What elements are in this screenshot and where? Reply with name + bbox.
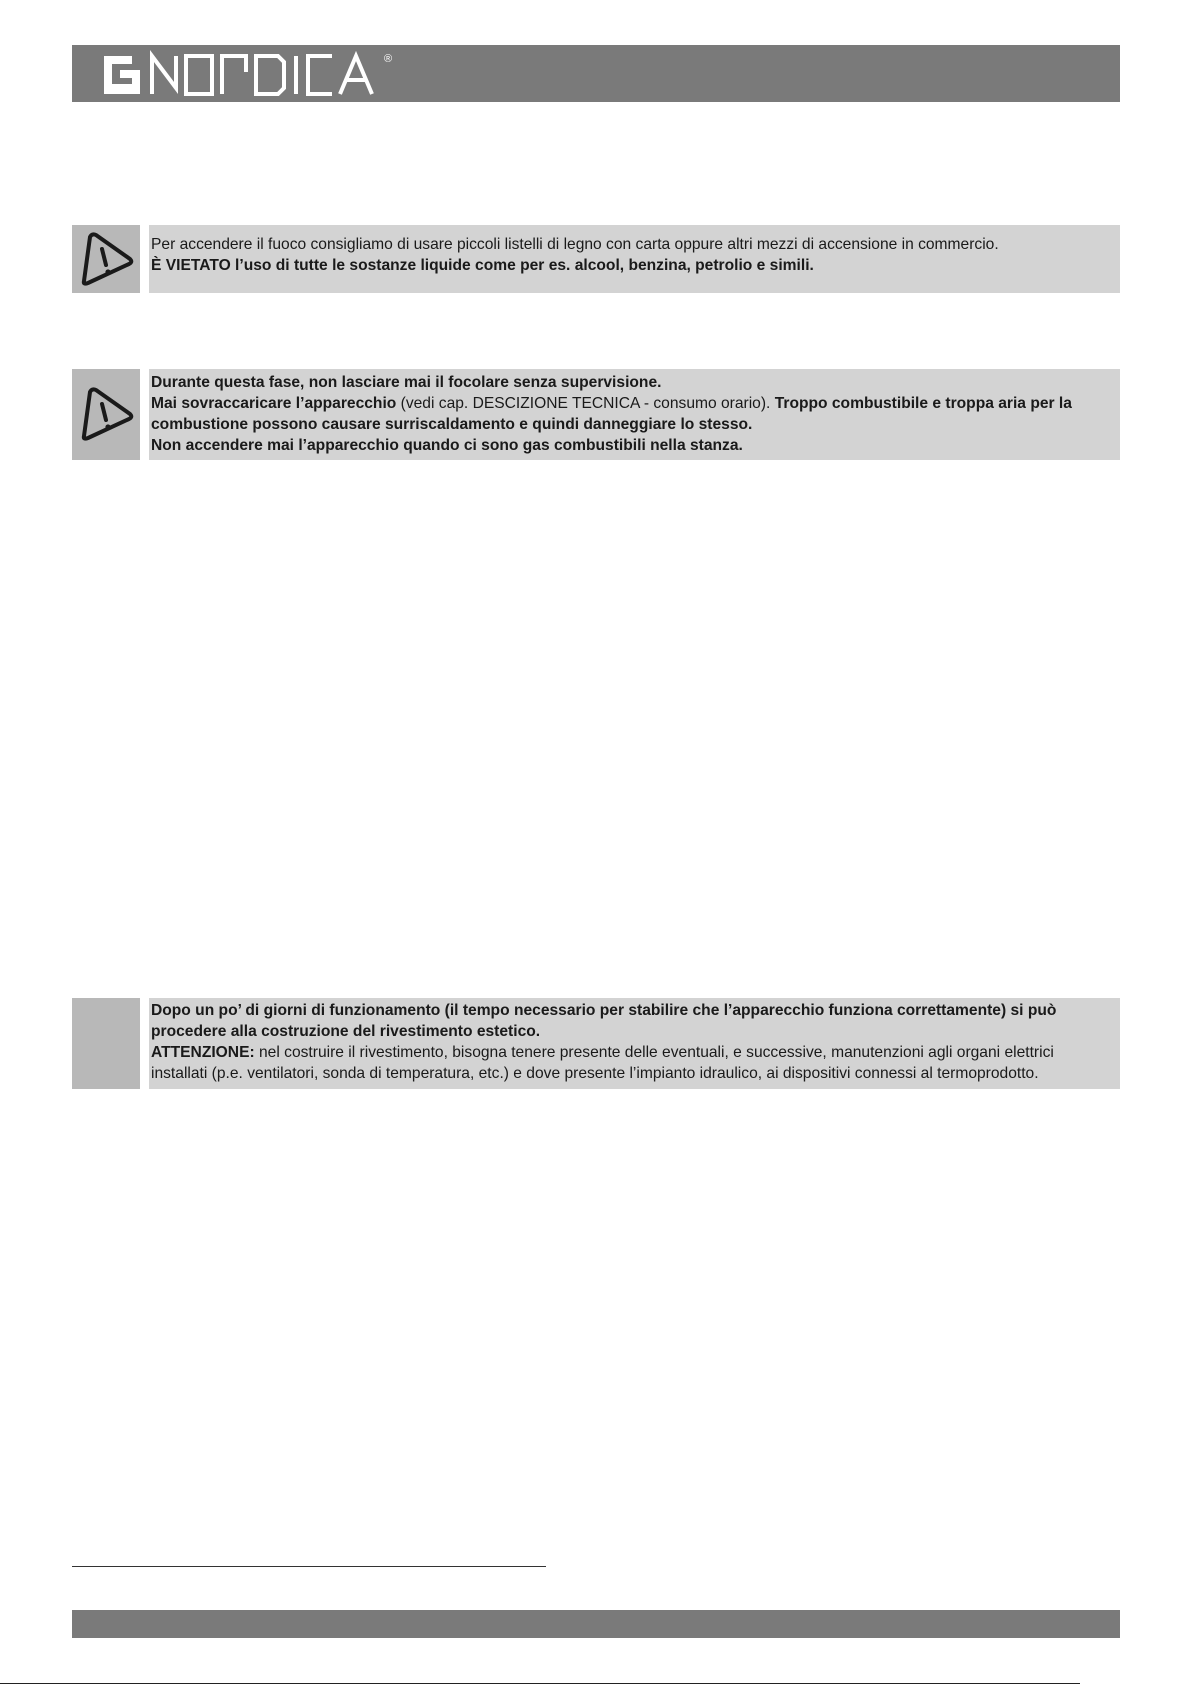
svg-text:®: ®	[384, 53, 393, 65]
note-line-bold: Durante questa fase, non lasciare mai il focolare senza supervisione.	[151, 374, 662, 391]
note-line-mixed	[151, 1042, 1120, 1063]
warning-note-supervision	[72, 369, 1120, 460]
note-icon-box	[72, 369, 140, 460]
page-bottom-line	[0, 1683, 1080, 1684]
normal-span: (vedi cap. DESCIZIONE TECNICA - consumo orario).	[396, 395, 775, 412]
note-line-bold: combustione possono causare surriscaldamento e quindi danneggiare lo stesso.	[151, 416, 753, 433]
bold-span: Mai sovraccaricare l’apparecchio	[151, 395, 397, 412]
warning-note-ignition	[72, 225, 1120, 293]
nordica-logo	[100, 48, 400, 100]
header-bar	[72, 45, 1120, 102]
bold-span: ATTENZIONE:	[151, 1044, 255, 1061]
footer-bar	[72, 1610, 1120, 1638]
footnote-divider	[72, 1566, 546, 1567]
normal-span: nel costruire il rivestimento, bisogna tenere presente delle eventuali, e successive, manutenzioni agli organi elettrici	[254, 1044, 1054, 1061]
info-note-cladding	[72, 998, 1120, 1089]
note-text	[149, 998, 1120, 1089]
warning-triangle-icon	[76, 229, 136, 289]
note-line-bold: È VIETATO l’uso di tutte le sostanze liquide come per es. alcool, benzina, petrolio e simili.	[151, 257, 814, 274]
note-icon-box	[72, 225, 140, 293]
bold-span: Troppo combustibile e troppa aria per la	[774, 395, 1072, 412]
note-line-bold: Dopo un po’ di giorni di funzionamento (il tempo necessario per stabilire che l’apparecchio funziona correttamente) si può	[151, 1002, 1057, 1019]
note-text	[149, 225, 1120, 293]
note-line: installati (p.e. ventilatori, sonda di temperatura, etc.) e dove presente l’impianto idraulico, ai dispositivi connessi al termoprodotto.	[151, 1065, 1039, 1082]
note-line-bold: Non accendere mai l’apparecchio quando ci sono gas combustibili nella stanza.	[151, 437, 743, 454]
note-line-mixed	[151, 393, 1120, 414]
warning-triangle-icon	[76, 384, 136, 444]
note-line: Per accendere il fuoco consigliamo di usare piccoli listelli di legno con carta oppure altri mezzi di accensione in commercio.	[151, 236, 999, 253]
note-text	[149, 369, 1120, 460]
note-icon-box	[72, 998, 140, 1089]
note-line-bold: procedere alla costruzione del rivestimento estetico.	[151, 1023, 541, 1040]
